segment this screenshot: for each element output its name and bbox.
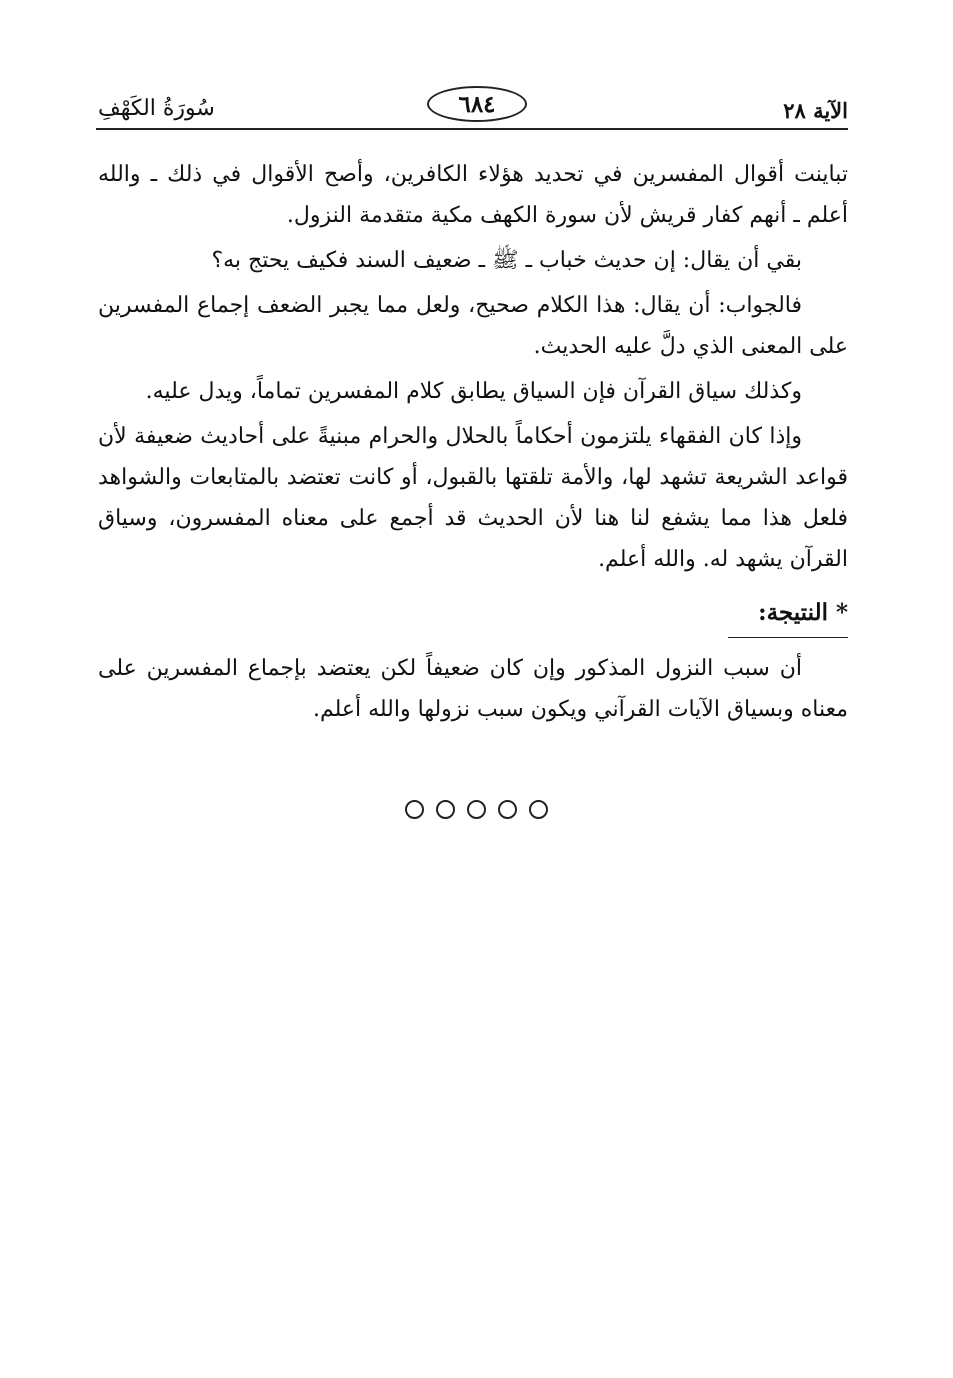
circle-ornament-icon [405,800,424,819]
page-header [96,84,848,130]
paragraph-1: تباينت أقوال المفسرين في تحديد هؤلاء الكافرين، وأصح الأقوال في ذلك ـ والله أعلم ـ أنهم كفار قريش لأن سورة الكهف مكية متقدمة النزول. [98,162,848,228]
paragraph-3: فالجواب: أن يقال: هذا الكلام صحيح، ولعل مما يجبر الضعف إجماع المفسرين على المعنى الذي دلَّ عليه الحديث. [98,293,848,359]
star-icon: * [835,599,848,626]
verse-label: الآية ٢٨ [783,98,848,123]
surah-name: سُورَةُ الكَهْفِ [98,96,215,121]
section-separator [0,800,953,823]
result-heading [728,592,848,638]
circle-ornament-icon [436,800,455,819]
header-divider [96,128,848,130]
paragraph-5: وإذا كان الفقهاء يلتزمون أحكاماً بالحلال والحرام مبنيةً على أحاديث ضعيفة لأن قواعد الشريعة تشهد لها، والأمة تلقتها بالقبول، أو كانت تعتضد بالمتابعات والشواهد فلعل هذا مما يشفع لنا هنا لأن الحديث قد أجمع على معناه المفسرون، وسياق القرآن يشهد له. والله أعلم. [98,424,848,572]
paragraph-2: بقي أن يقال: إن حديث خباب ـ ﷺ ـ ضعيف السند فكيف يحتج به؟ [211,248,802,273]
result-heading-wrap [98,592,848,638]
page-body [98,154,848,734]
page-number: ٦٨٤ [458,91,496,118]
paragraph-4: وكذلك سياق القرآن فإن السياق يطابق كلام المفسرين تماماً، ويدل عليه. [145,379,802,404]
circle-ornament-icon [467,800,486,819]
circle-ornament-icon [498,800,517,819]
result-heading-text: النتيجة: [758,599,828,626]
page-number-badge [427,86,527,122]
circle-ornament-icon [529,800,548,819]
conclusion-paragraph: أن سبب النزول المذكور وإن كان ضعيفاً لكن يعتضد بإجماع المفسرين على معناه وبسياق الآيات القرآني ويكون سبب نزولها والله أعلم. [98,656,848,722]
